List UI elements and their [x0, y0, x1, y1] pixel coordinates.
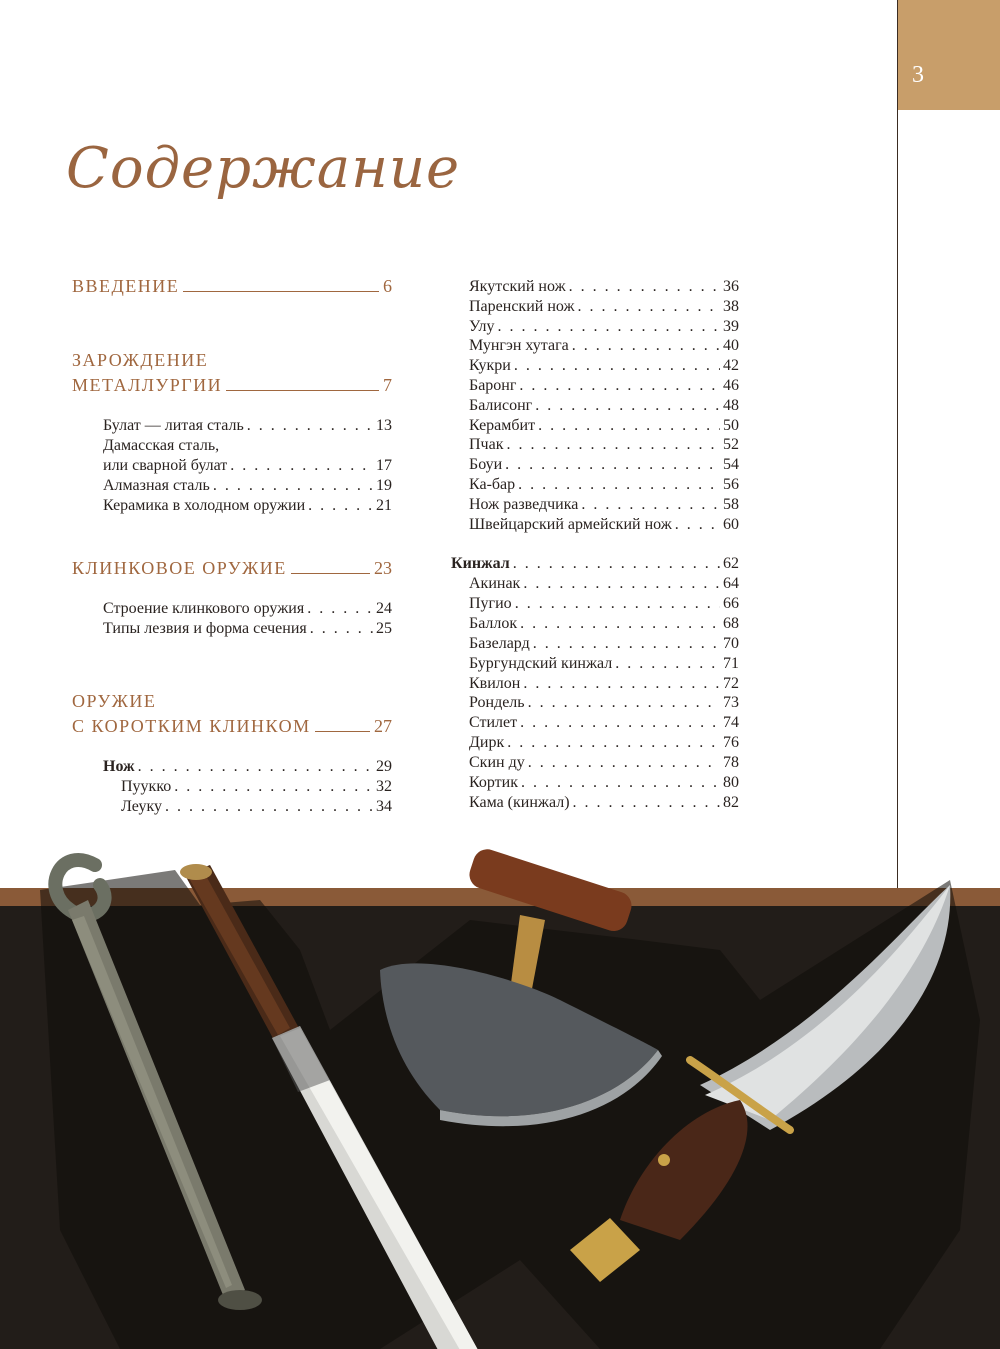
dot-leader: [165, 797, 373, 817]
entry-title: Пугио: [469, 594, 512, 612]
dot-leader: [519, 376, 720, 396]
entry-page: 60: [723, 515, 739, 533]
dot-leader: [573, 793, 720, 813]
toc-entry[interactable]: [469, 753, 739, 773]
toc-entry[interactable]: [469, 396, 739, 416]
entry-page: 50: [723, 416, 739, 434]
toc-section-introduction[interactable]: [72, 276, 392, 297]
entry-title: или сварной булат: [103, 457, 228, 474]
section-page: 27: [374, 716, 392, 736]
toc-entry[interactable]: [469, 336, 739, 356]
entry-page: 54: [723, 456, 739, 474]
page-number: 3: [912, 62, 924, 88]
entry-title: Керамика в холодном оружии: [103, 497, 306, 514]
dot-leader: [174, 777, 373, 797]
entry-title: Швейцарский армейский нож: [469, 515, 672, 533]
dot-leader: [520, 713, 720, 733]
dot-leader: [523, 574, 720, 594]
entry-page: 39: [723, 317, 739, 335]
toc-entry[interactable]: [469, 376, 739, 396]
entry-page: 38: [723, 297, 739, 315]
entry-title: Строение клинкового оружия: [103, 600, 305, 617]
dot-leader: [578, 297, 720, 317]
section-page: 7: [383, 375, 392, 395]
entry-title: Баллок: [469, 614, 518, 632]
dot-leader: [515, 594, 720, 614]
toc-entry[interactable]: [469, 713, 739, 733]
dot-leader: [615, 654, 720, 674]
dot-leader: [523, 674, 720, 694]
entry-title: Кинжал: [451, 555, 510, 572]
entry-page: 71: [723, 654, 739, 672]
entry-title: Пчак: [469, 436, 504, 454]
entry-title: Бургундский кинжал: [469, 654, 613, 672]
entry-page: 73: [723, 694, 739, 712]
entry-page: 34: [376, 798, 392, 815]
entry-page: 21: [376, 497, 392, 514]
dot-leader: [528, 753, 720, 773]
dot-leader: [498, 317, 720, 337]
toc-entry[interactable]: [469, 793, 739, 813]
entry-title: Кукри: [469, 357, 511, 375]
entry-title: Улу: [469, 317, 495, 335]
entry-title: Паренский нож: [469, 297, 575, 315]
toc-entry[interactable]: [103, 476, 392, 496]
dot-leader: [535, 396, 720, 416]
leader-rule: [291, 573, 370, 574]
entry-page: 29: [376, 758, 392, 775]
toc-entry[interactable]: [103, 456, 392, 476]
entry-title: Дирк: [469, 734, 505, 752]
leader-rule: [183, 291, 379, 292]
page-number-tab: [898, 0, 1000, 110]
toc-entry[interactable]: [103, 599, 392, 619]
entry-page: 76: [723, 734, 739, 752]
toc-entry[interactable]: [469, 317, 739, 337]
leader-rule: [315, 731, 370, 732]
entry-page: 68: [723, 614, 739, 632]
entry-title: Кама (кинжал): [469, 793, 570, 811]
entry-title: Керамбит: [469, 416, 536, 434]
dot-leader: [310, 619, 373, 639]
page-edge-strip: [897, 0, 1000, 890]
entry-page: 17: [376, 457, 392, 474]
entry-title: Скин ду: [469, 754, 525, 772]
entry-page: 25: [376, 620, 392, 637]
entry-title: Якутский нож: [469, 278, 566, 295]
dot-leader: [230, 456, 373, 476]
toc-entry[interactable]: [469, 773, 739, 793]
entry-title: Нож: [103, 758, 135, 775]
toc-entry[interactable]: [469, 574, 739, 594]
entry-page: 56: [723, 476, 739, 493]
toc-section-metallurgy[interactable]: [72, 350, 392, 396]
entry-title: Кортик: [469, 774, 518, 791]
section-label: ВВЕДЕНИЕ: [72, 276, 180, 296]
toc-entry[interactable]: [103, 436, 392, 456]
dot-leader: [247, 416, 373, 436]
toc-entry[interactable]: [469, 654, 739, 674]
dot-leader: [518, 475, 720, 495]
dot-leader: [572, 336, 720, 356]
entry-page: 80: [723, 774, 739, 791]
section-label: КЛИНКОВОЕ ОРУЖИЕ: [72, 558, 287, 578]
entry-page: 58: [723, 495, 739, 513]
toc-entry-knife[interactable]: [103, 757, 392, 777]
entry-title: Пуукко: [121, 778, 172, 795]
entry-title: Боуи: [469, 456, 503, 474]
toc-entry[interactable]: [103, 619, 392, 639]
entry-page: 48: [723, 396, 739, 414]
entry-page: 64: [723, 575, 739, 592]
entry-page: 13: [376, 417, 392, 434]
entry-title: Рондель: [469, 694, 525, 712]
dot-leader: [308, 496, 373, 516]
dot-leader: [138, 757, 373, 777]
section-page: 6: [383, 276, 392, 296]
toc-entry[interactable]: [469, 614, 739, 634]
dot-leader: [513, 554, 720, 574]
dot-leader: [507, 733, 720, 753]
entry-title: Нож разведчика: [469, 495, 579, 513]
toc-entry[interactable]: [469, 455, 739, 475]
entry-title: Квилон: [469, 674, 521, 692]
section-label-line1: ЗАРОЖДЕНИЕ: [72, 350, 209, 370]
entry-title: Дамасская сталь,: [103, 437, 220, 454]
entry-page: 24: [376, 600, 392, 617]
toc-entry[interactable]: [121, 777, 392, 797]
entry-title: Мунгэн хутага: [469, 337, 569, 355]
toc-entry[interactable]: [469, 515, 739, 535]
section-label-line2: С КОРОТКИМ КЛИНКОМ: [72, 716, 311, 736]
toc-entry[interactable]: [469, 416, 739, 436]
toc-entry[interactable]: [469, 634, 739, 654]
entry-title: Булат — литая сталь: [103, 417, 244, 434]
toc-section-blade-weapons[interactable]: [72, 558, 392, 579]
toc-entry[interactable]: [103, 416, 392, 436]
dot-leader: [520, 614, 720, 634]
toc-section-short-blade[interactable]: [72, 691, 392, 737]
entry-page: 70: [723, 634, 739, 652]
entry-page: 42: [723, 357, 739, 375]
toc-entry[interactable]: [469, 594, 739, 614]
entry-title: Ка-бар: [469, 476, 516, 493]
toc-entry[interactable]: [469, 277, 739, 297]
dot-leader: [528, 693, 720, 713]
entry-page: 36: [723, 278, 739, 295]
leader-rule: [226, 390, 379, 391]
entry-page: 46: [723, 377, 739, 394]
entry-title: Акинак: [469, 575, 521, 592]
section-label-line1: ОРУЖИЕ: [72, 691, 157, 711]
section-page: 23: [374, 558, 392, 578]
entry-page: 19: [376, 477, 392, 494]
dot-leader: [506, 435, 720, 455]
dot-leader: [581, 495, 720, 515]
dot-leader: [307, 599, 373, 619]
entry-title: Балисонг: [469, 396, 533, 414]
dot-leader: [505, 455, 720, 475]
toc-entry[interactable]: [469, 475, 739, 495]
dot-leader: [514, 356, 720, 376]
dot-leader: [675, 515, 720, 535]
toc-entry[interactable]: [469, 495, 739, 515]
dot-leader: [213, 476, 373, 496]
entry-page: 62: [723, 555, 739, 572]
section-label-line2: МЕТАЛЛУРГИИ: [72, 375, 223, 395]
entry-title: Леуку: [121, 798, 162, 815]
page-title: Содержание: [66, 136, 461, 201]
toc-entry[interactable]: [469, 733, 739, 753]
toc-entry[interactable]: [451, 554, 739, 574]
toc-entry[interactable]: [469, 674, 739, 694]
entry-title: Баронг: [469, 377, 517, 394]
entry-title: Базелард: [469, 634, 530, 652]
entry-page: 72: [723, 674, 739, 692]
dot-leader: [538, 416, 720, 436]
entry-page: 52: [723, 436, 739, 454]
toc-entry[interactable]: [469, 435, 739, 455]
dot-leader: [521, 773, 720, 793]
dot-leader: [533, 634, 720, 654]
entry-page: 78: [723, 754, 739, 772]
entry-page: 66: [723, 594, 739, 612]
toc-entry[interactable]: [103, 496, 392, 516]
entry-page: 82: [723, 793, 739, 811]
knives-illustration: [0, 830, 1000, 1349]
toc-entry[interactable]: [469, 356, 739, 376]
toc-entry[interactable]: [469, 693, 739, 713]
toc-entry[interactable]: [121, 797, 392, 817]
entry-title: Стилет: [469, 714, 518, 732]
entry-page: 74: [723, 714, 739, 732]
entry-title: Алмазная сталь: [103, 477, 210, 494]
dot-leader: [569, 277, 720, 297]
entry-title: Типы лезвия и форма сечения: [103, 620, 307, 637]
toc-entry[interactable]: [469, 297, 739, 317]
entry-page: 40: [723, 337, 739, 355]
entry-page: 32: [376, 778, 392, 795]
